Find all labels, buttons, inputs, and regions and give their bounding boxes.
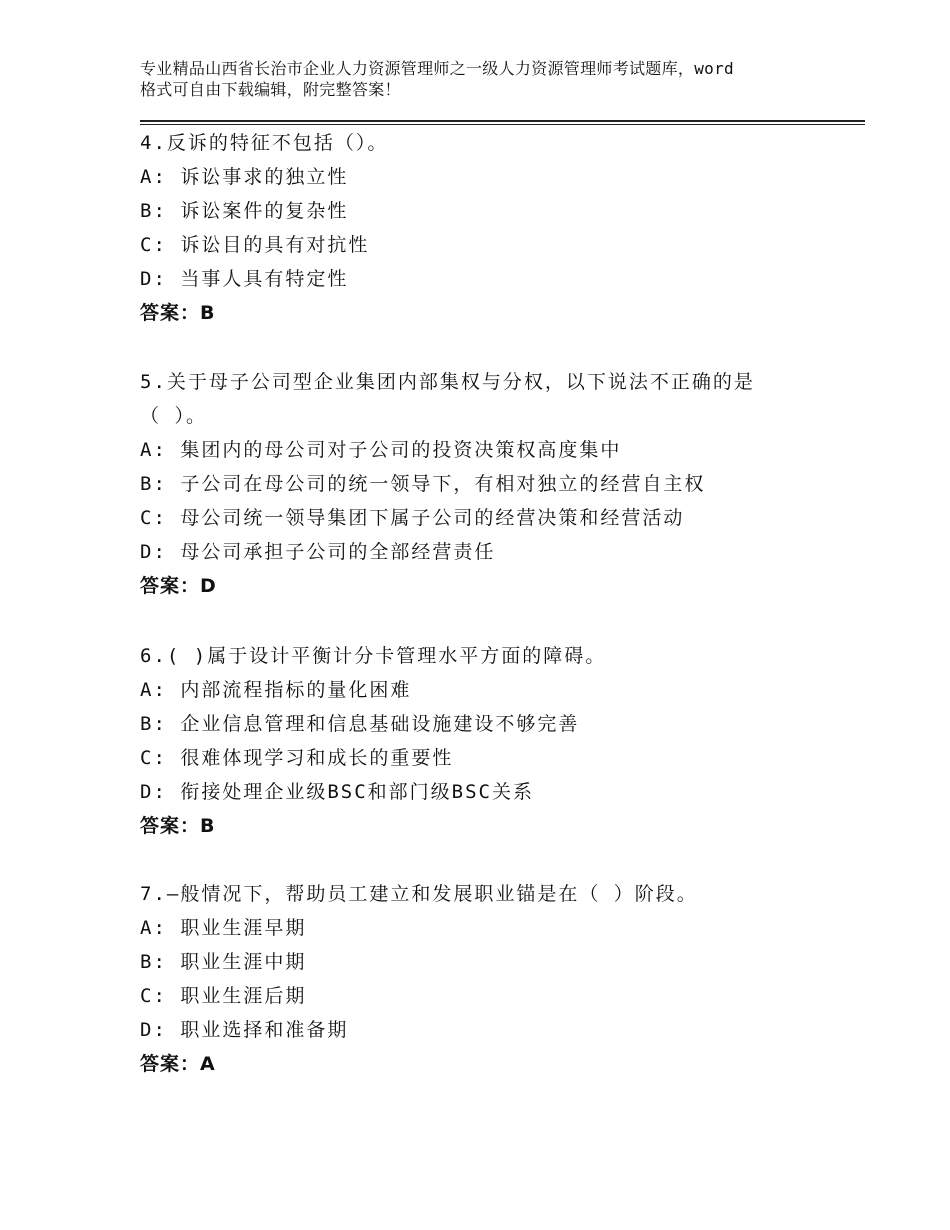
option-b: B: 子公司在母公司的统一领导下，有相对独立的经营自主权 — [140, 473, 706, 495]
option-a: A: 集团内的母公司对子公司的投资决策权高度集中 — [140, 439, 622, 461]
question-stem: 6.( )属于设计平衡计分卡管理水平方面的障碍。 — [140, 645, 607, 667]
option-a: A: 内部流程指标的量化困难 — [140, 679, 412, 701]
answer: 答案：D — [140, 575, 217, 597]
option-b: B: 诉讼案件的复杂性 — [140, 200, 349, 222]
header-line-2: 格式可自由下载编辑，附完整答案！ — [140, 80, 401, 99]
option-d: D: 衔接处理企业级BSC和部门级BSC关系 — [140, 781, 534, 803]
question-6 — [140, 639, 860, 843]
answer: 答案：A — [140, 1053, 216, 1075]
option-a: A: 职业生涯早期 — [140, 917, 307, 939]
option-a: A: 诉讼事求的独立性 — [140, 166, 349, 188]
header-divider-thick — [140, 120, 865, 122]
document-header — [140, 58, 840, 100]
question-7 — [140, 877, 860, 1081]
question-stem-continued: （ ）。 — [140, 405, 207, 427]
answer: 答案：B — [140, 302, 216, 324]
question-stem: 7.—般情况下，帮助员工建立和发展职业锚是在（ ）阶段。 — [140, 883, 698, 905]
option-d: D: 职业选择和准备期 — [140, 1019, 349, 1041]
option-c: C: 母公司统一领导集团下属子公司的经营决策和经营活动 — [140, 507, 685, 529]
option-d: D: 当事人具有特定性 — [140, 268, 349, 290]
question-stem: 4.反诉的特征不包括（）。 — [140, 132, 389, 154]
answer: 答案：B — [140, 815, 216, 837]
header-divider-thin — [140, 124, 865, 125]
option-c: C: 诉讼目的具有对抗性 — [140, 234, 370, 256]
option-d: D: 母公司承担子公司的全部经营责任 — [140, 541, 496, 563]
option-c: C: 很难体现学习和成长的重要性 — [140, 747, 454, 769]
question-5 — [140, 365, 860, 603]
header-line-1: 专业精品山西省长治市企业人力资源管理师之一级人力资源管理师考试题库，word — [140, 59, 734, 78]
option-b: B: 企业信息管理和信息基础设施建设不够完善 — [140, 713, 580, 735]
option-c: C: 职业生涯后期 — [140, 985, 307, 1007]
option-b: B: 职业生涯中期 — [140, 951, 307, 973]
question-stem: 5.关于母子公司型企业集团内部集权与分权，以下说法不正确的是 — [140, 371, 755, 393]
question-4 — [140, 126, 860, 330]
